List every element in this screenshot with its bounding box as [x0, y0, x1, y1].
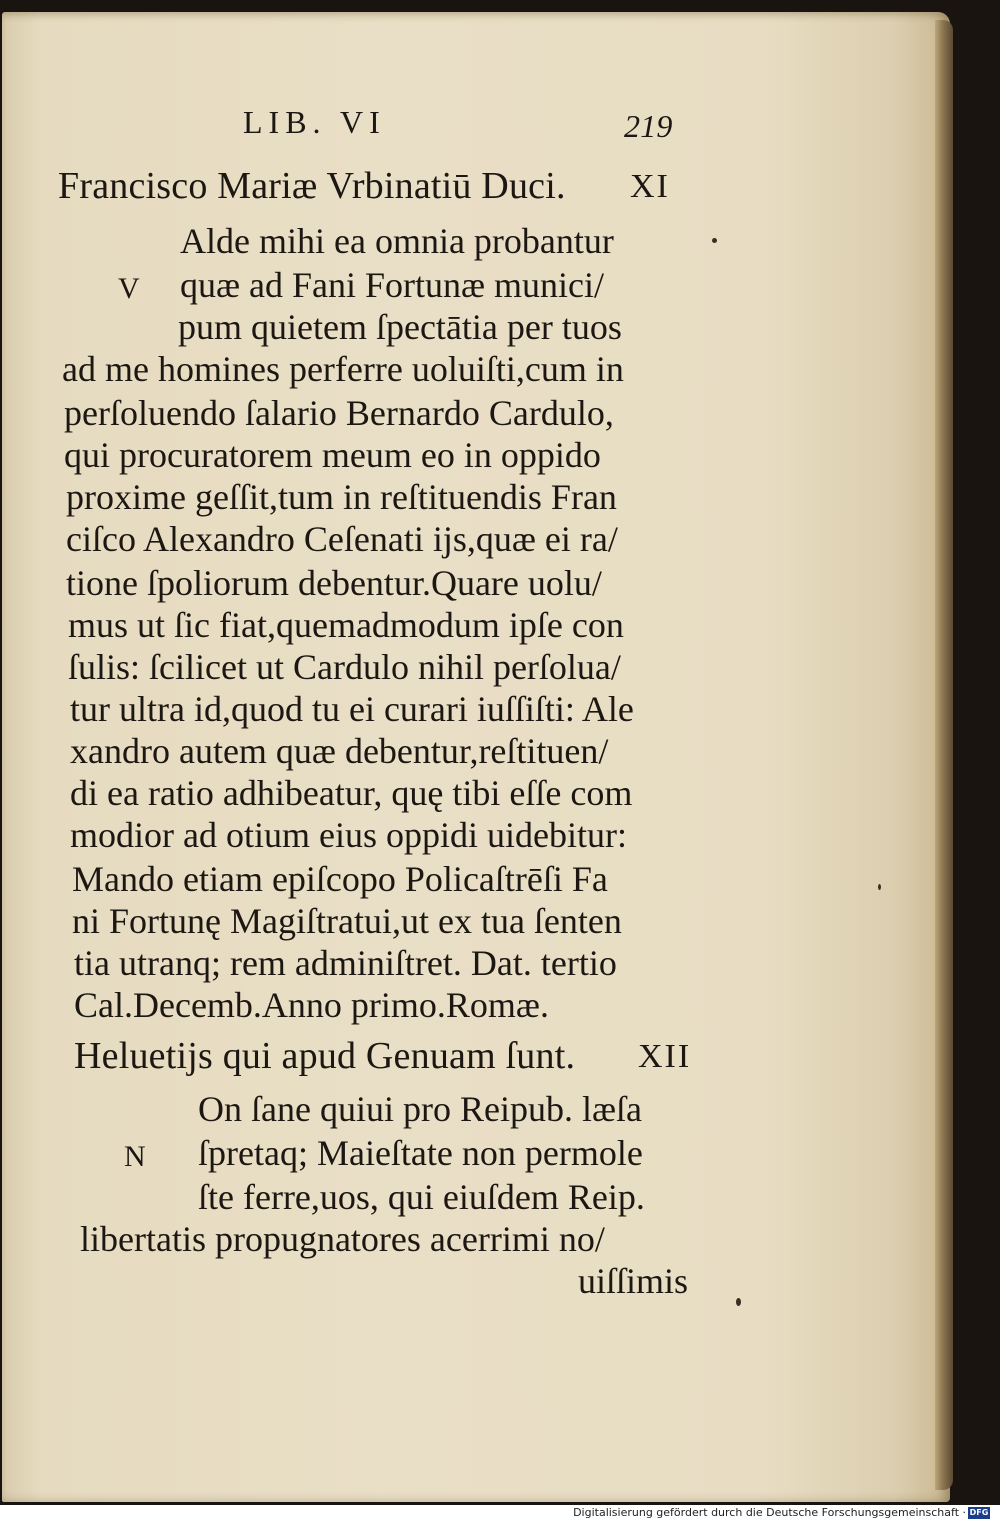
letter-xi-line: Cal.Decemb.Anno primo.Romæ. [74, 985, 549, 1025]
letter-xi-line: di ea ratio adhibeatur, quę tibi eſſe com [70, 773, 633, 813]
letter-xi-line: qui procuratorem meum eo in oppido [64, 435, 601, 475]
letter-xi-line: tia utranq; rem adminiſtret. Dat. tertio [74, 943, 617, 983]
letter-xi-number: XI [630, 168, 670, 205]
paper-speck [736, 1298, 741, 1306]
letter-xii-heading: Heluetijs qui apud Genuam ſunt. [74, 1035, 576, 1077]
letter-xi-line: Mando etiam epiſcopo Policaſtrēſi Fa [72, 859, 608, 899]
catchword: uiſſimis [578, 1261, 689, 1301]
letter-xi-line: perſoluendo ſalario Bernardo Cardulo, [64, 393, 614, 433]
letter-xi-line: Alde mihi ea omnia probantur [180, 221, 614, 261]
paper-speck [878, 884, 881, 890]
page-number: 219 [624, 108, 673, 144]
letter-xi-heading: Francisco Mariæ Vrbinatiū Duci. [58, 165, 566, 207]
dfg-logo: DFG [969, 1508, 989, 1517]
letter-xi-line: tur ultra id,quod tu ei curari iuſſiſti: Ale [70, 689, 634, 729]
letter-xi-line: mus ut ſic fiat,quemadmodum ipſe con [68, 605, 624, 645]
letter-xi-initial: V [118, 272, 140, 305]
letter-xi-line: proxime geſſit,tum in reſtituendis Fran [66, 477, 617, 517]
letter-xii-line: ſpretaq; Maieſtate non permole [198, 1133, 643, 1173]
letter-xi-line: quæ ad Fani Fortunæ munici/ [180, 265, 605, 305]
letter-xii-number: XII [638, 1038, 692, 1075]
letter-xi-line: modior ad otium eius oppidi uidebitur: [70, 815, 627, 855]
letter-xii-line: On ſane quiui pro Reipub. læſa [198, 1089, 642, 1129]
letter-xi-line: ad me homines perferre uoluiſti,cum in [62, 349, 624, 389]
letter-xii-line: libertatis propugnatores acerrimi no/ [80, 1219, 605, 1259]
letter-xii-line: ſte ferre,uos, qui eiuſdem Reip. [198, 1177, 645, 1217]
digitization-credit: Digitalisierung gefördert durch die Deutsche Forschungsgemeinschaft · [573, 1506, 966, 1519]
page-edge [935, 20, 953, 1490]
letter-xi-line: ſulis: ſcilicet ut Cardulo nihil perſolua/ [68, 647, 621, 687]
running-head: LIB. VI [243, 104, 386, 140]
letter-xi-line: xandro autem quæ debentur,reſtituen/ [70, 731, 609, 771]
letter-xii-initial: N [124, 1140, 146, 1173]
letter-xi-line: tione ſpoliorum debentur.Quare uolu/ [66, 563, 602, 603]
letter-xi-line: ciſco Alexandro Ceſenati ijs,quæ ei ra/ [66, 519, 618, 559]
letter-xi-line: pum quietem ſpectātia per tuos [178, 307, 622, 347]
paper-speck [712, 238, 717, 243]
letter-xi-line: ni Fortunę Magiſtratui,ut ex tua ſenten [72, 901, 622, 941]
